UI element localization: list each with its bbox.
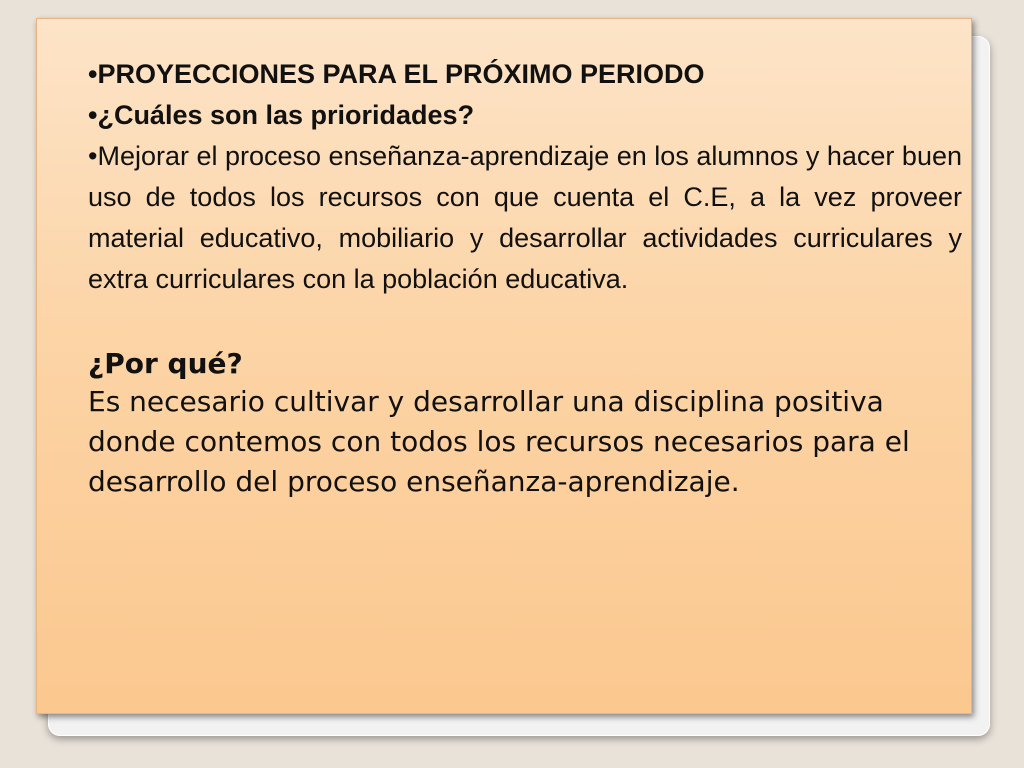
priorities-question: •¿Cuáles son las prioridades?	[88, 100, 475, 130]
priorities-answer: •Mejorar el proceso enseñanza-aprendizaje en los alumnos y hacer buen uso de todos los recursos con que cuenta el C.E, a la vez proveer material educativo, mobiliario y desarrollar actividades curriculares y extra curriculares con la población educativa.	[88, 141, 962, 294]
slide-content	[88, 54, 962, 502]
projections-heading: •PROYECCIONES PARA EL PRÓXIMO PERIODO	[88, 59, 705, 89]
why-answer: Es necesario cultivar y desarrollar una disciplina positiva donde contemos con todos los recursos necesarios para el desarrollo del proceso enseñanza-aprendizaje.	[88, 385, 910, 498]
why-question: ¿Por qué?	[88, 347, 243, 380]
